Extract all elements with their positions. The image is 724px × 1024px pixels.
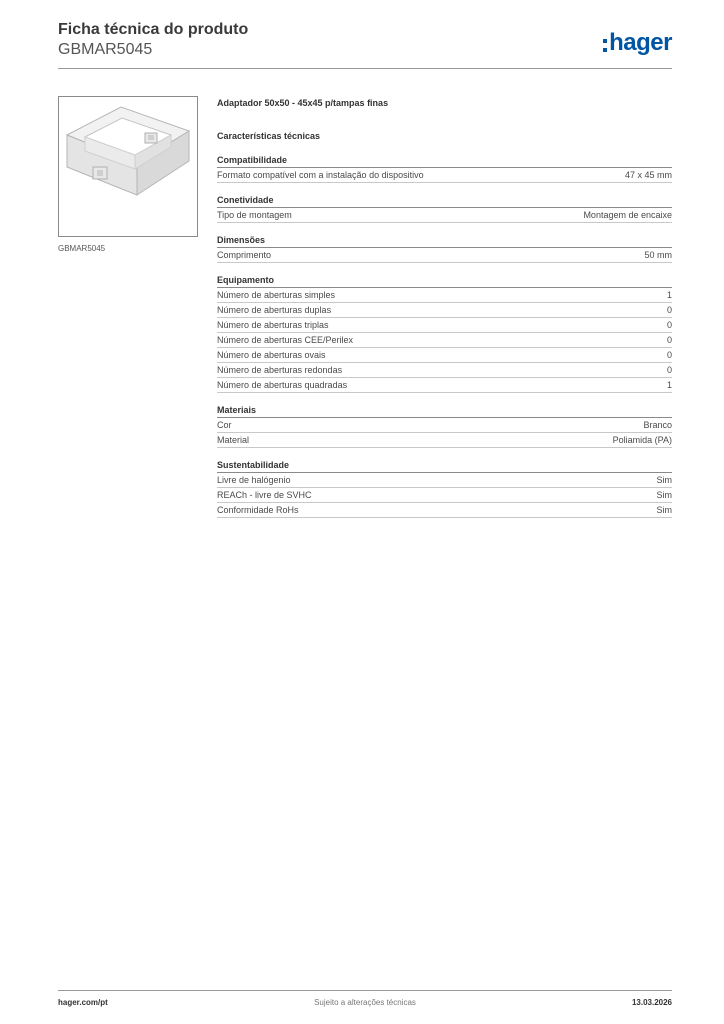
spec-value: Poliamida (PA) — [612, 435, 672, 445]
header-divider — [58, 68, 672, 69]
spec-label: REACh - livre de SVHC — [217, 490, 312, 500]
spec-label: Comprimento — [217, 250, 272, 260]
logo-colon-mark — [603, 39, 607, 52]
spec-row — [217, 503, 672, 518]
spec-section — [217, 458, 672, 518]
spec-value: 0 — [666, 365, 672, 375]
spec-label: Cor — [217, 420, 232, 430]
spec-value: 0 — [666, 320, 672, 330]
image-caption: GBMAR5045 — [58, 244, 106, 253]
spec-value: 0 — [666, 335, 672, 345]
footer-date: 13.03.2026 — [631, 998, 672, 1007]
product-name: Adaptador 50x50 - 45x45 p/tampas finas — [217, 98, 389, 108]
page-footer — [58, 998, 672, 1010]
tech-characteristics-heading: Características técnicas — [217, 131, 321, 141]
section-title: Dimensões — [217, 233, 672, 248]
spec-row — [217, 348, 672, 363]
spec-row — [217, 303, 672, 318]
spec-row — [217, 208, 672, 223]
spec-value: Sim — [656, 475, 672, 485]
spec-row — [217, 418, 672, 433]
spec-label: Número de aberturas quadradas — [217, 380, 348, 390]
spec-row — [217, 363, 672, 378]
spec-row — [217, 488, 672, 503]
footer-notice: Sujeito a alterações técnicas — [314, 998, 416, 1007]
spec-label: Conformidade RoHs — [217, 505, 299, 515]
section-title: Equipamento — [217, 273, 672, 288]
spec-section — [217, 233, 672, 263]
footer-divider — [58, 990, 672, 991]
spec-value: 0 — [666, 350, 672, 360]
spec-label: Material — [217, 435, 250, 445]
spec-section — [217, 403, 672, 448]
spec-value: Sim — [656, 505, 672, 515]
spec-content — [217, 96, 672, 518]
adapter-frame-image — [59, 97, 197, 236]
spec-value: Montagem de encaixe — [583, 210, 672, 220]
spec-row — [217, 433, 672, 448]
spec-value: Sim — [656, 490, 672, 500]
spec-label: Tipo de montagem — [217, 210, 292, 220]
spec-row — [217, 288, 672, 303]
spec-row — [217, 318, 672, 333]
spec-sections — [217, 153, 672, 518]
logo-text: hager — [609, 29, 672, 56]
spec-value: 1 — [666, 290, 672, 300]
spec-value: Branco — [643, 420, 672, 430]
spec-value: 0 — [666, 305, 672, 315]
product-image-frame — [58, 96, 198, 237]
spec-label: Número de aberturas duplas — [217, 305, 332, 315]
spec-value: 50 mm — [644, 250, 672, 260]
spec-row — [217, 333, 672, 348]
spec-section — [217, 273, 672, 393]
page-header — [58, 20, 672, 60]
spec-value: 1 — [666, 380, 672, 390]
spec-value: 47 x 45 mm — [624, 170, 672, 180]
spec-row — [217, 168, 672, 183]
spec-label: Número de aberturas simples — [217, 290, 336, 300]
hager-logo — [603, 30, 672, 56]
spec-label: Número de aberturas ovais — [217, 350, 326, 360]
spec-section — [217, 153, 672, 183]
spec-label: Livre de halógenio — [217, 475, 291, 485]
spec-label: Número de aberturas redondas — [217, 365, 343, 375]
product-code: GBMAR5045 — [58, 41, 153, 58]
spec-label: Número de aberturas triplas — [217, 320, 329, 330]
spec-label: Número de aberturas CEE/Perilex — [217, 335, 354, 345]
section-title: Compatibilidade — [217, 153, 672, 168]
section-title: Materiais — [217, 403, 672, 418]
spec-row — [217, 378, 672, 393]
footer-website: hager.com/pt — [58, 998, 108, 1007]
document-title: Ficha técnica do produto — [58, 21, 249, 38]
section-title: Sustentabilidade — [217, 458, 672, 473]
spec-label: Formato compatível com a instalação do dispositivo — [217, 170, 424, 180]
spec-row — [217, 248, 672, 263]
spec-row — [217, 473, 672, 488]
spec-section — [217, 193, 672, 223]
section-title: Conetividade — [217, 193, 672, 208]
